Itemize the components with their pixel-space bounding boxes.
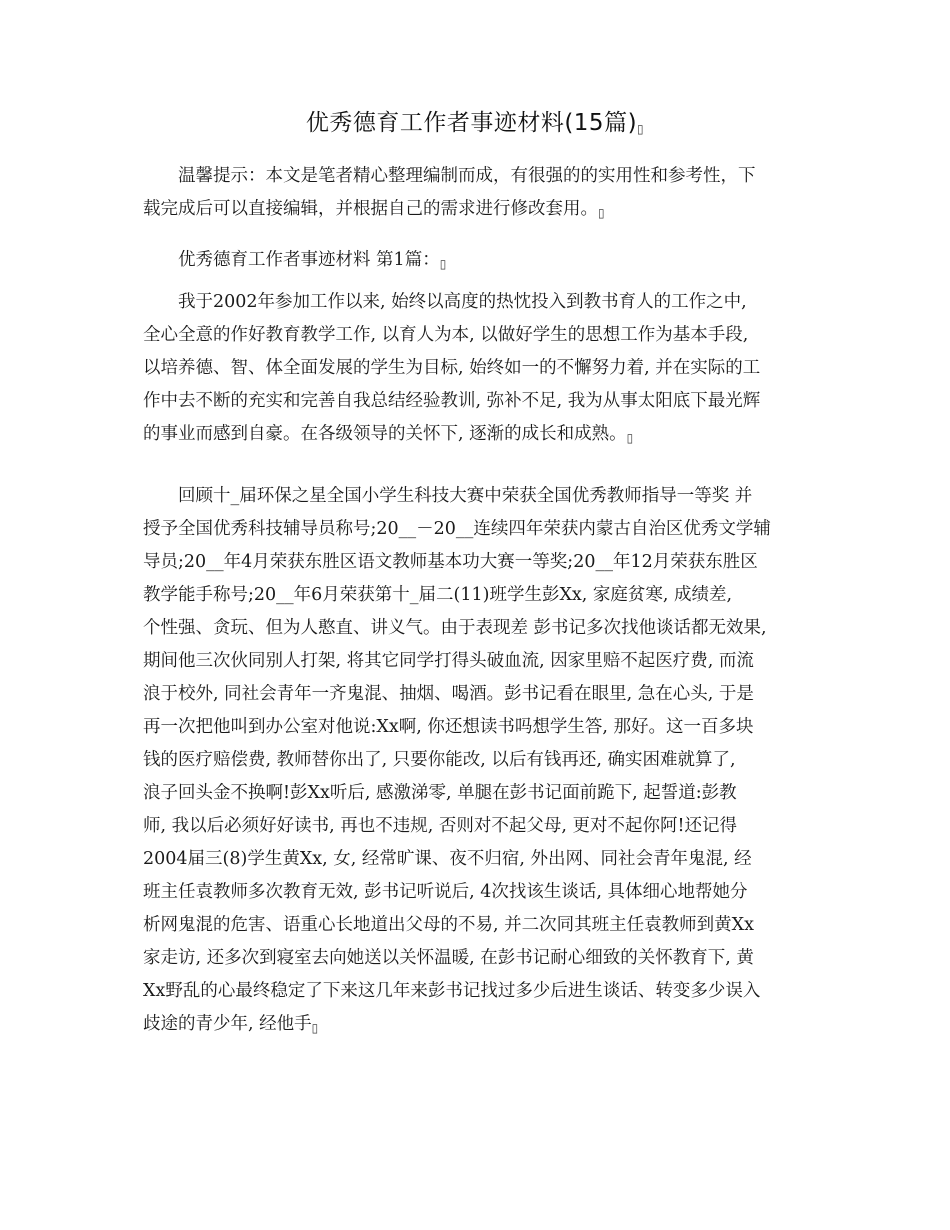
paragraph-mark-icon: ▯: [626, 431, 634, 445]
text-line: 2004届三(8)学生黄Xx, 女, 经常旷课、夜不归宿, 外出网、同社会青年鬼混, 经: [143, 849, 752, 869]
paragraph-mark-icon: ▯: [439, 257, 447, 271]
paragraph-mark-icon: ▯: [637, 122, 645, 136]
body-paragraph-1: [143, 286, 809, 455]
text-line: 师, 我以后必须好好读书, 再也不违规, 否则对不起父母, 更对不起你阿!还记得: [143, 816, 738, 836]
text-line: 回顾十_届环保之星全国小学生科技大赛中荣获全国优秀教师指导一等奖 并: [178, 486, 753, 506]
text-line: 期间他三次伙同别人打架, 将其它同学打得头破血流, 因家里赔不起医疗费, 而流: [143, 651, 754, 671]
text-line: 作中去不断的充实和完善自我总结经验教训, 弥补不足, 我为从事太阳底下最光辉: [143, 391, 761, 411]
paragraph-mark-icon: ▯: [311, 1021, 319, 1035]
text-line: 个性强、贪玩、但为人憨直、讲义气。由于表现差 彭书记多次找他谈话都无效果,: [143, 618, 767, 638]
text-line: 再一次把他叫到办公室对他说:Xx啊, 你还想读书吗想学生答, 那好。这一百多块: [143, 717, 754, 737]
text-line: 析网鬼混的危害、语重心长地道出父母的不易, 并二次同其班主任袁教师到黄Xx: [143, 915, 754, 935]
text-line: 班主任袁教师多次教育无效, 彭书记听说后, 4次找该生谈话, 具体细心地帮她分: [143, 882, 748, 902]
text-line: 教学能手称号;20__年6月荣获第十_届二(11)班学生彭Xx, 家庭贫寒, 成绩差,: [143, 585, 733, 605]
document-title: [0, 104, 950, 137]
text-line: 温馨提示：本文是笔者精心整理编制而成，有很强的的实用性和参考性，下: [178, 166, 756, 186]
section-heading: [143, 244, 809, 281]
text-line: 以培养德、智、体全面发展的学生为目标, 始终如一的不懈努力着, 并在实际的工: [143, 358, 761, 378]
text-line: Xx野乱的心最终稳定了下来这几年来彭书记找过多少后进生谈话、转变多少误入: [143, 981, 761, 1001]
text-line: 家走访, 还多次到寝室去向她送以关怀温暖, 在彭书记耐心细致的关怀教育下, 黄: [143, 948, 754, 968]
text-line: 全心全意的作好教育教学工作, 以育人为本, 以做好学生的思想工作为基本手段,: [143, 325, 749, 345]
paragraph-mark-icon: ▯: [598, 206, 605, 220]
tip-paragraph: [143, 160, 809, 230]
text-line: 浪子回头金不换啊!彭Xx听后, 感激涕零, 单腿在彭书记面前跪下, 起誓道:彭教: [143, 783, 737, 803]
text-line: 载完成后可以直接编辑，并根据自己的需求进行修改套用。▯: [143, 199, 605, 220]
body-paragraph-2: [143, 480, 809, 1045]
title-text: 优秀德育工作者事迹材料(15篇): [305, 110, 638, 136]
text-line: 浪于校外, 同社会青年一齐鬼混、抽烟、喝酒。彭书记看在眼里, 急在心头, 于是: [143, 684, 754, 704]
text-line: 优秀德育工作者事迹材料 第1篇：▯: [178, 250, 447, 271]
text-line: 的事业而感到自豪。在各级领导的关怀下, 逐渐的成长和成熟。▯: [143, 424, 634, 445]
text-line: 导员;20__年4月荣获东胜区语文教师基本功大赛一等奖;20__年12月荣获东胜区: [143, 552, 758, 572]
text-line: 授予全国优秀科技辅导员称号;20__－20__连续四年荣获内蒙古自治区优秀文学辅: [143, 519, 771, 539]
text-line: 歧途的青少年, 经他手▯: [143, 1014, 319, 1035]
text-line: 我于2002年参加工作以来, 始终以高度的热忱投入到教书育人的工作之中,: [178, 292, 747, 312]
text-line: 钱的医疗赔偿费, 教师替你出了, 只要你能改, 以后有钱再还, 确实困难就算了,: [143, 750, 736, 770]
